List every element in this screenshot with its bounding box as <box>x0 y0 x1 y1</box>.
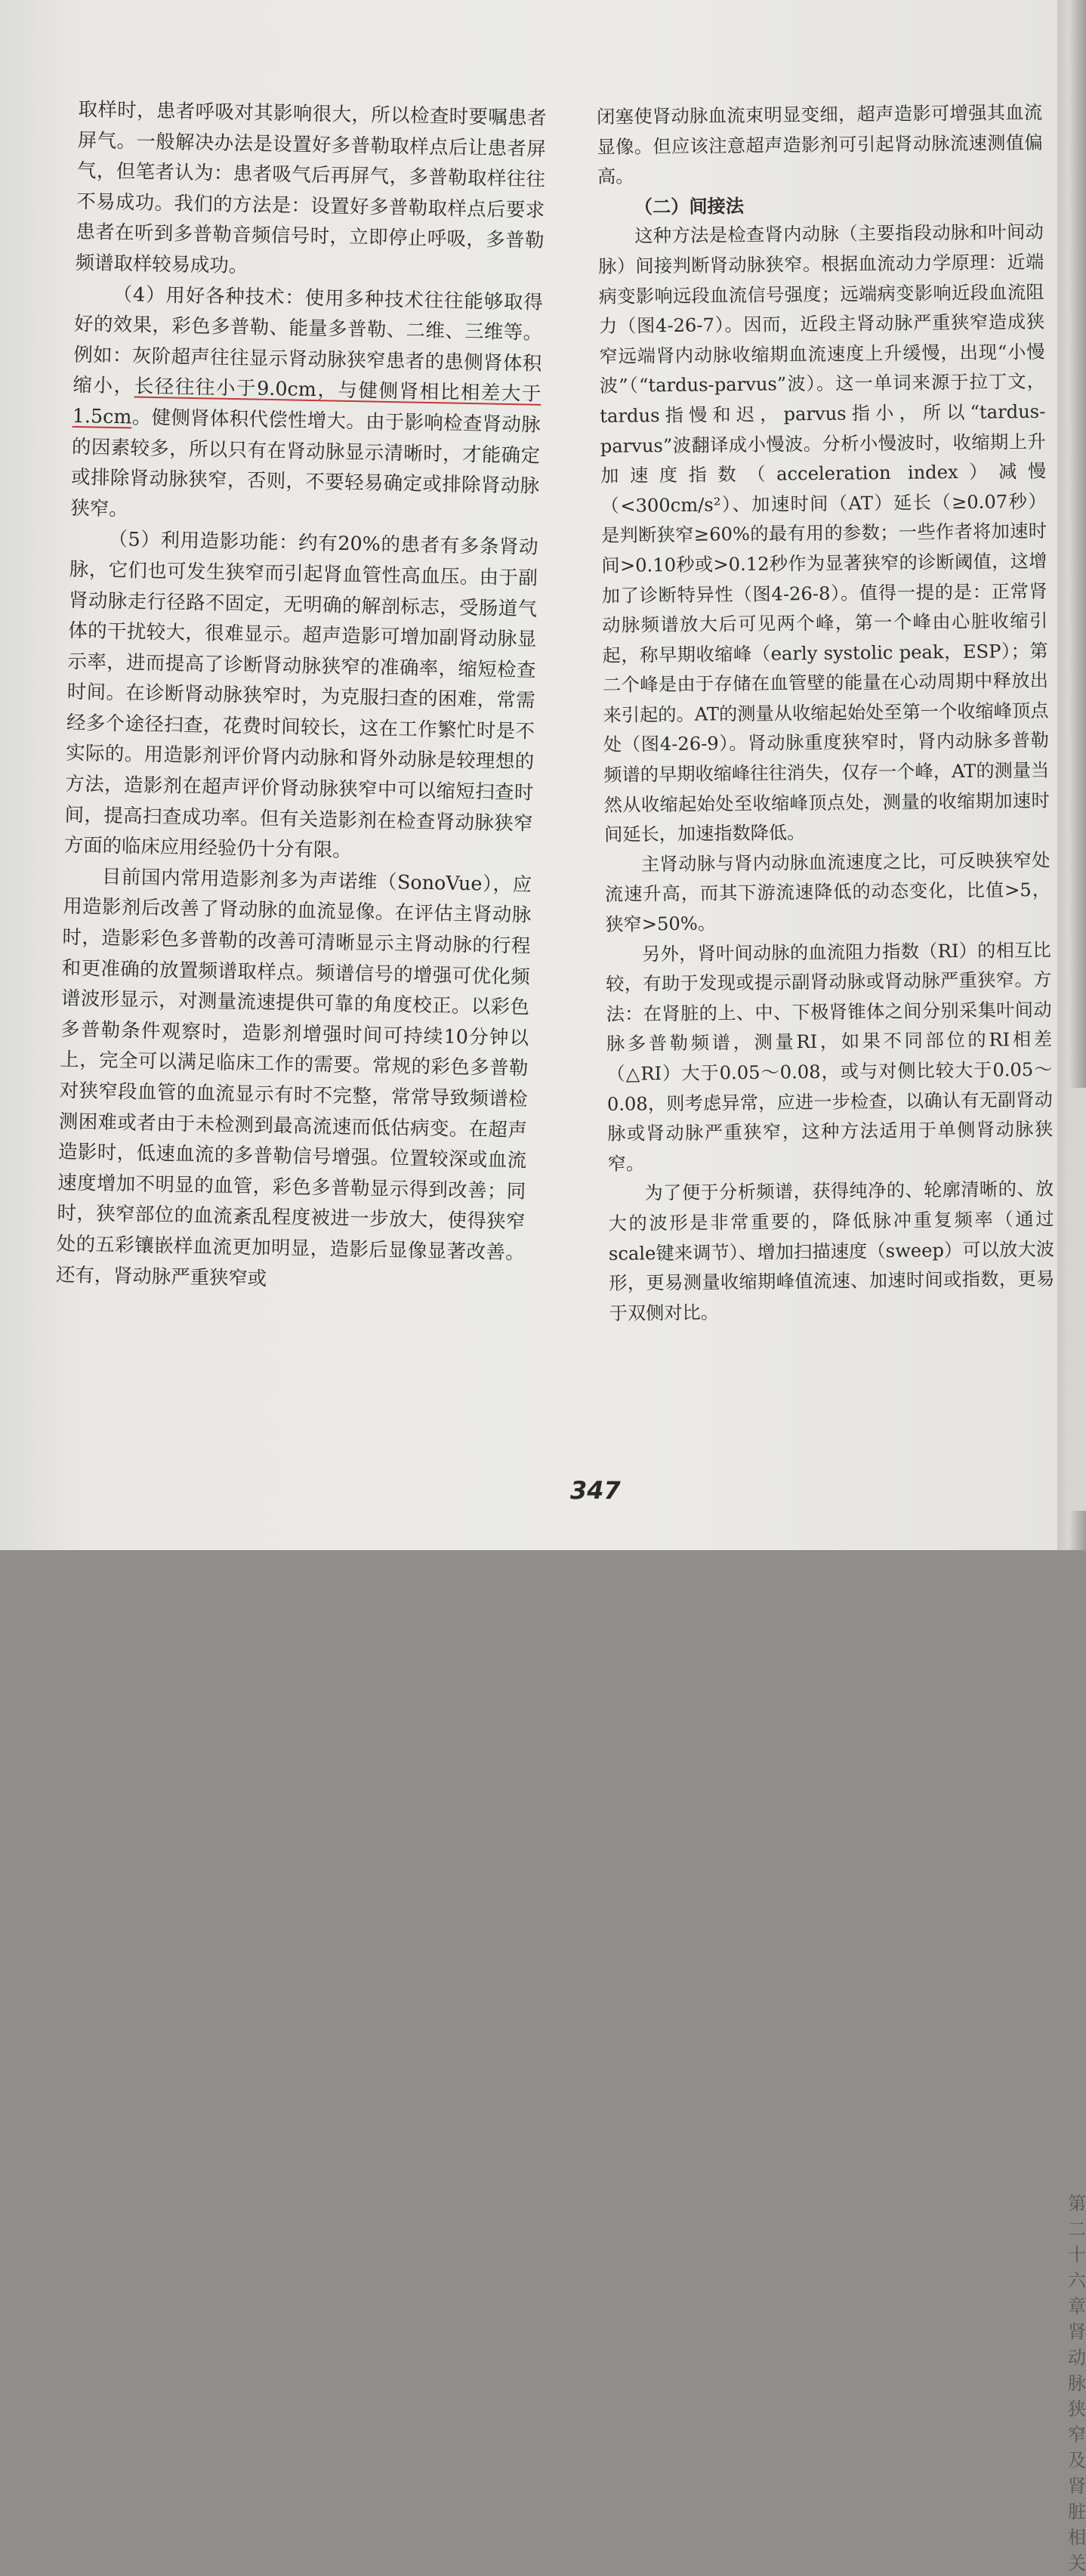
left-paragraph-1: 取样时，患者呼吸对其影响很大，所以检查时要嘱患者屏气。一般解决办法是设置好多普勒取样点后让患者屏气，但笔者认为：患者吸气后再屏气，多普勒取样往往不易成功。我们的方法是：设置好多普勒取样点后要求患者在听到多普勒音频信号时，立即停止呼吸，多普勒频谱取样较易成功。 <box>75 97 547 277</box>
underlined-annotation: 长径往往小于9.0cm，与健侧肾相比相差大于1.5cm <box>72 374 541 428</box>
next-page-strip <box>1066 1088 1086 2574</box>
right-paragraph-3: 主肾动脉与肾内动脉血流速度之比，可反映狭窄处流速升高，而其下游流速降低的动态变化，比值>5，狭窄>50%。 <box>604 849 1051 935</box>
right-column <box>597 98 1055 1329</box>
section-heading: （二）间接法 <box>634 194 745 218</box>
left-paragraph-2-text-b: 。健侧肾体积代偿性增大。由于影响检查肾动脉的因素较多，所以只有在肾动脉显示清晰时，才能确定或排除肾动脉狭窄，否则，不要轻易确定或排除肾动脉狭窄。 <box>70 405 541 520</box>
left-paragraph-4: 目前国内常用造影剂多为声诺维（SonoVue），应用造影剂后改善了肾动脉的血流显像。在评估主肾动脉时，造影彩色多普勒的改善可清晰显示主肾动脉的行程和更准确的放置频谱取样点。频谱信号的增强可优化频谱波形显示，对测量流速提供可靠的角度校正。以彩色多普勒条件观察时，造影剂增强时间可持续10分钟以上，完全可以满足临床工作的需要。常规的彩色多普勒对狭窄段血管的血流显示有时不完整，常常导致频谱检测困难或者由于未检测到最高流速而低估病变。在超声造影时，低速血流的多普勒信号增强。位置较深或血流速度增加不明显的血管，彩色多普勒显示得到改善；同时，狭窄部位的血流紊乱程度被进一步放大，使得狭窄处的五彩镶嵌样血流更加明显，造影后显像显著改善。还有，肾动脉严重狭窄或 <box>55 864 532 1290</box>
left-paragraph-2-text-a: （4）用好各种技术：使用多种技术往往能够取得好的效果，彩色多普勒、能量多普勒、二维、三维等。例如：灰阶超声往往显示肾动脉狭窄患者的患侧肾体积缩小， <box>73 282 544 397</box>
page-number: 347 <box>570 1476 621 1505</box>
next-page-edge-text: 第二十六章 肾动脉狭窄及肾脏相关 <box>1068 2193 1086 2574</box>
right-paragraph-4: 另外，肾叶间动脉的血流阻力指数（RI）的相互比较，有助于发现或提示副肾动脉或肾动脉严重狭窄。方法：在肾脏的上、中、下极肾锥体之间分别采集叶间动脉多普勒频谱，测量RI，如果不同部位的RI相差（△RI）大于0.05～0.08，或与对侧比较大于0.05～0.08，则考虑异常，应进一步检查，以确认有无副肾动脉或肾动脉严重狭窄，这种方法适用于单侧肾动脉狭窄。 <box>606 939 1054 1175</box>
left-paragraph-3: （5）利用造影功能：约有20%的患者有多条肾动脉，它们也可发生狭窄而引起肾血管性高血压。由于副肾动脉走行径路不固定，无明确的解剖标志，受肠道气体的干扰较大，很难显示。超声造影可增加副肾动脉显示率，进而提高了诊断肾动脉狭窄的准确率，缩短检查时间。在诊断肾动脉狭窄时，为克服扫查的困难，常需经多个途径扫查，花费时间较长，这在工作繁忙时是不实际的。用造影剂评价肾内动脉和肾外动脉是较理想的方法，造影剂在超声评价肾动脉狭窄中可以缩短扫查时间，提高扫查成功率。但有关造影剂在检查肾动脉狭窄方面的临床应用经验仍十分有限。 <box>63 527 538 862</box>
right-paragraph-2: 这种方法是检查肾内动脉（主要指段动脉和叶间动脉）间接判断肾动脉狭窄。根据血流动力学原理：近端病变影响远段血流信号强度；远端病变影响近段血流阻力（图4-26-7）。因而，近段主肾动脉严重狭窄造成狭窄远端肾内动脉收缩期血流速度上升缓慢，出现“小慢波”（“tardus-parvus”波）。这一单词来源于拉丁文，tardus指慢和迟，parvus指小，所以“tardus-parvus”波翻译成小慢波。分析小慢波时，收缩期上升加速度指数（acceleration index）减慢（<300cm/s²）、加速时间（AT）延长（≥0.07秒）是判断狭窄≥60%的最有用的参数；一些作者将加速时间>0.10秒或>0.12秒作为显著狭窄的诊断阈值，这增加了诊断特异性（图4-26-8）。值得一提的是：正常肾动脉频谱放大后可见两个峰，第一个峰由心脏收缩引起，称早期收缩峰（early systolic peak，ESP）；第二个峰是由于存储在血管壁的能量在心动周期中释放出来引起的。AT的测量从收缩起始处至第一个收缩峰顶点处（图4-26-9）。肾动脉重度狭窄时，肾内动脉多普勒频谱的早期收缩峰往往消失，仅存一个峰，AT的测量当然从收缩起始处至收缩峰顶点处，测量的收缩期加速时间延长，加速指数降低。 <box>598 221 1050 846</box>
left-paragraph-2 <box>70 278 543 533</box>
left-column <box>56 94 547 1299</box>
right-paragraph-1: 闭塞使肾动脉血流束明显变细，超声造影可增强其血流显像。但应该注意超声造影剂可引起肾动脉流速测值偏高。 <box>597 101 1043 188</box>
right-paragraph-5: 为了便于分析频谱，获得纯净的、轮廓清晰的、放大的波形是非常重要的，降低脉冲重复频率（通过scale键来调节）、增加扫描速度（sweep）可以放大波形，更易测量收缩期峰值流速、加速时间或指数，更易于双侧对比。 <box>608 1178 1055 1324</box>
